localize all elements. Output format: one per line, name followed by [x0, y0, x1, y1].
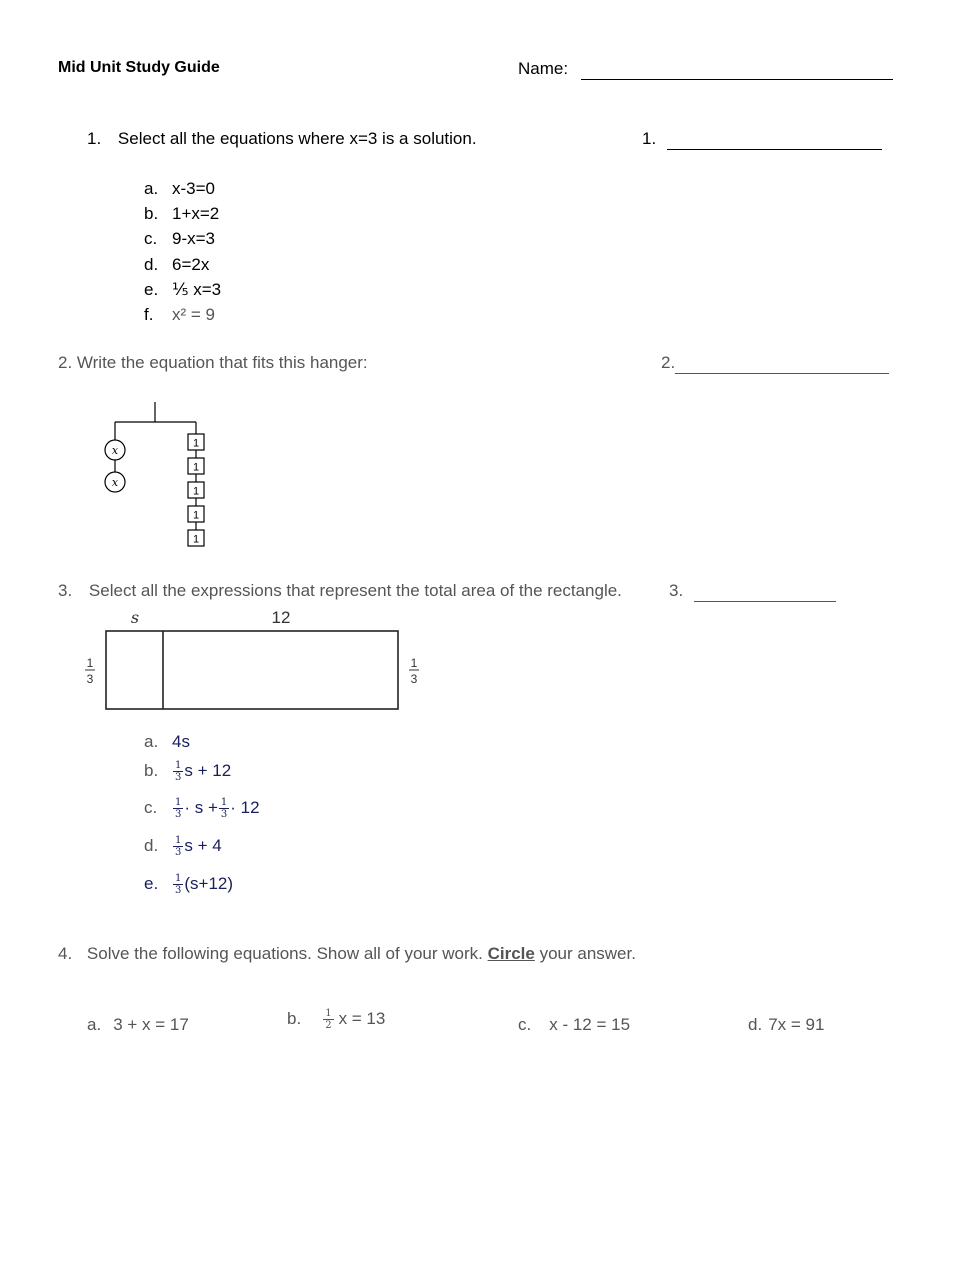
page-title: Mid Unit Study Guide	[58, 59, 220, 76]
q4-item-b: b. $\frac{1}{2}$ x = 13	[287, 1008, 386, 1031]
q1-answer-blank[interactable]	[642, 129, 882, 150]
q1-option-c[interactable]: c. 9-x=3	[144, 229, 215, 249]
q3-option-d[interactable]: d. $\frac{1}{3}$ s + 4	[144, 835, 222, 858]
q1-answer-line	[667, 129, 882, 150]
q1-options	[144, 176, 221, 327]
hanger-unit-weight	[188, 498, 204, 522]
q1-number: 1.	[87, 129, 102, 148]
q3-option-b[interactable]: b. $\frac{1}{3}$ s + 12	[144, 760, 232, 783]
hanger-unit-weight	[188, 522, 204, 546]
name-field[interactable]	[518, 59, 893, 80]
rect-side-fraction-right	[409, 656, 419, 686]
rect-label-s: s	[130, 608, 140, 627]
svg-text:x: x	[111, 476, 119, 489]
q1-option-f[interactable]: f. x² = 9	[144, 305, 215, 325]
rect-side-fraction-left	[85, 656, 95, 686]
fraction-one-third: $\frac{1}{3}$	[175, 835, 182, 858]
q3-answer-line	[694, 581, 836, 602]
q1-option-b[interactable]: b. 1+x=2	[144, 204, 220, 224]
name-label: Name:	[518, 59, 569, 78]
area-rectangle-diagram	[78, 604, 428, 714]
fraction-one-third: $\frac{1}{3}$	[175, 760, 182, 783]
fraction-one-third: $\frac{1}{3}$	[175, 873, 182, 896]
q4-item-a: a. 3 + x = 17	[87, 1015, 189, 1034]
svg-text:3: 3	[410, 672, 418, 686]
q1-answer-label: 1.	[642, 129, 657, 148]
svg-text:1: 1	[86, 656, 94, 670]
q3-option-e[interactable]: e. $\frac{1}{3}$ (s+12)	[144, 873, 234, 896]
q3-option-a[interactable]: a. 4s	[144, 732, 190, 751]
q2-answer-label: 2.	[661, 353, 676, 372]
rect-outline	[106, 631, 398, 709]
name-line	[581, 59, 893, 80]
q3-option-c[interactable]: c. $\frac{1}{3}$ · s + $\frac{1}{3}$ · 12	[144, 797, 260, 820]
fraction-one-third: $\frac{1}{3}$	[220, 797, 228, 820]
q3-answer-label: 3.	[669, 581, 684, 600]
svg-text:1: 1	[192, 509, 200, 522]
svg-text:1: 1	[192, 533, 200, 546]
q1-option-e[interactable]: e. ⅕ x=3	[144, 279, 222, 299]
q4-number: 4.	[58, 944, 73, 963]
fraction-one-third: $\frac{1}{3}$	[175, 797, 182, 820]
hanger-unit-weight	[188, 474, 204, 498]
q3-prompt	[58, 581, 622, 601]
svg-text:1: 1	[192, 485, 200, 498]
rect-label-12: 12	[271, 608, 291, 627]
svg-text:3: 3	[86, 672, 94, 686]
hanger-unit-weight	[188, 450, 204, 474]
q4-item-c: c. x - 12 = 15	[518, 1015, 631, 1034]
hanger-x-weight	[105, 472, 125, 492]
q3-number: 3.	[58, 581, 73, 600]
svg-text:1: 1	[410, 656, 418, 670]
svg-text:1: 1	[192, 437, 200, 450]
q1-option-d[interactable]: d. 6=2x	[144, 254, 210, 274]
circle-word: Circle	[487, 944, 535, 963]
svg-text:x: x	[111, 444, 119, 457]
q2-answer-line	[675, 353, 889, 374]
q1-option-a[interactable]: a. x-3=0	[144, 179, 215, 198]
q2-prompt: 2. Write the equation that fits this hanger:	[58, 353, 368, 372]
fraction-one-half: $\frac{1}{2}$	[325, 1008, 332, 1031]
q4-prompt: 4. Solve the following equations. Show all of your work. Circle your answer.	[58, 944, 636, 963]
q4-item-d: d. 7x = 91	[748, 1015, 825, 1034]
hanger-unit-weight	[188, 434, 204, 450]
q2-answer-blank[interactable]	[661, 353, 889, 374]
q1-text: Select all the equations where x=3 is a solution.	[117, 129, 477, 148]
q3-text: Select all the expressions that represent the total area of the rectangle.	[88, 581, 622, 600]
q3-answer-blank[interactable]	[669, 581, 836, 602]
q1-prompt	[87, 129, 477, 149]
svg-text:1: 1	[192, 461, 200, 474]
hanger-x-weight	[105, 440, 125, 460]
hanger-diagram	[95, 398, 225, 553]
